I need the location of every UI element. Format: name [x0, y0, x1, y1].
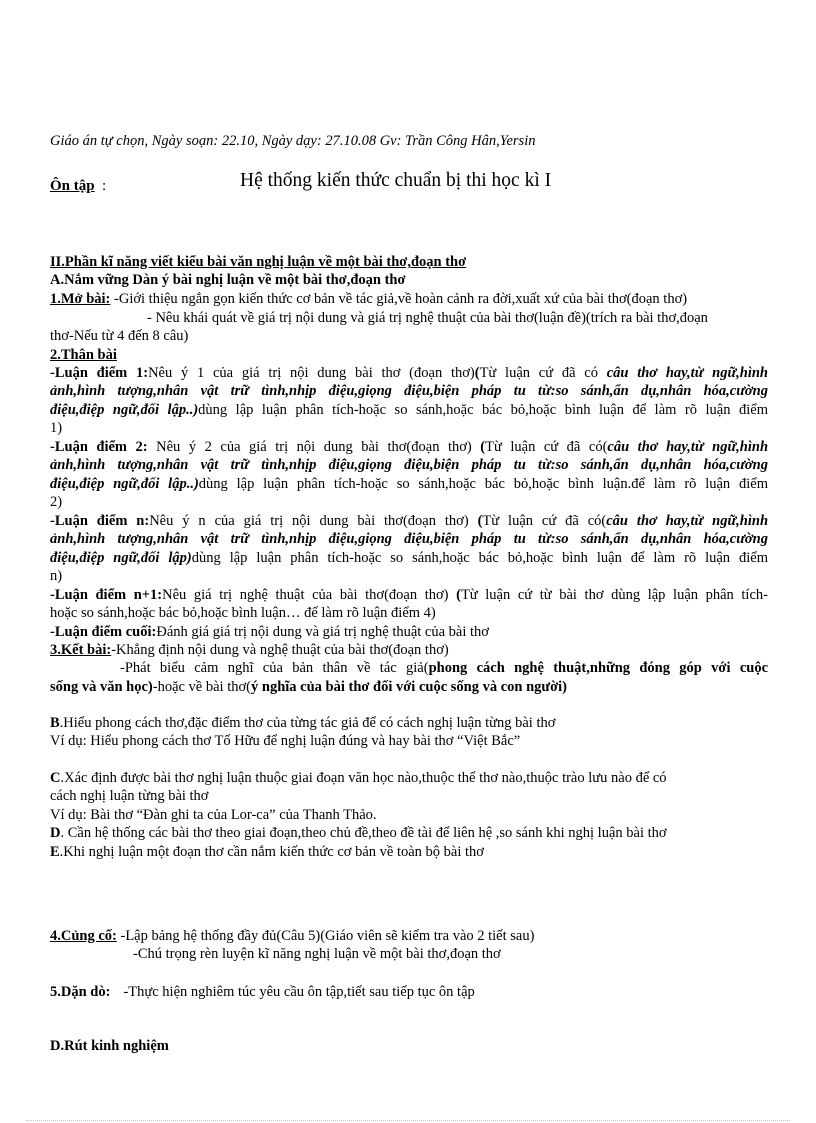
- ket-bai-text-3: -hoặc về bài thơ(: [152, 679, 251, 695]
- part-d-text: . Cần hệ thống các bài thơ theo giai đoạn,theo chủ đề,theo đề tài để liên hệ ,so sánh khi nghị luận bài thơ: [60, 825, 667, 841]
- mo-bai-line-1: [50, 290, 768, 309]
- luan-diem-2-line-4: 2): [50, 494, 63, 510]
- luan-diem-2-line-2: ảnh,hình tượng,nhân vật trữ tình,nhịp điệu,giọng điệu,biện pháp tu từ:so sánh,ẩn dụ,nhân hóa,cường: [50, 457, 768, 473]
- rut-kinh-nghiem: D.Rút kinh nghiệm: [50, 1038, 169, 1054]
- ket-bai-emphasis: ý nghĩa của bài thơ đối với cuộc sống và con người): [251, 679, 567, 695]
- title-colon: :: [102, 178, 107, 194]
- cung-co-text-1: -Lập bảng hệ thống đầy đủ(Câu 5)(Giáo viên sẽ kiểm tra vào 2 tiết sau): [116, 928, 535, 944]
- luan-diem-2-line-1: [50, 438, 768, 457]
- part-b: [50, 714, 768, 733]
- emphasis-text: điệu,điệp ngữ,đối lập..): [50, 402, 199, 418]
- luan-cu-text: Từ luận cứ đã có(: [485, 439, 608, 455]
- cung-co-line-2: -Chú trọng rèn luyện kĩ năng nghị luận về một bài thơ,đoạn thơ: [133, 946, 501, 962]
- emphasis-text: câu thơ hay,từ ngữ,hình: [606, 365, 768, 381]
- emphasis-text: điệu,điệp ngữ,đối lập): [50, 550, 192, 566]
- dan-do-label: 5.Dặn dò:: [50, 984, 111, 1000]
- cung-co-label: 4.Củng cố:: [50, 928, 117, 944]
- lesson-header: Giáo án tự chọn, Ngày soạn: 22.10, Ngày dạy: 27.10.08 Gv: Trần Công Hân,Yersin: [50, 133, 536, 149]
- luan-diem-2-label: -Luận điểm 2:: [50, 439, 148, 455]
- luan-diem-n1-line-2: hoặc so sánh,hoặc bác bỏ,hoặc bình luận… để làm rõ luận điểm 4): [50, 605, 436, 621]
- part-e: [50, 843, 768, 862]
- paren: (: [474, 365, 480, 381]
- mo-bai-line-2: - Nêu khái quát về giá trị nội dung và giá trị nghệ thuật của bài thơ(luận đề)(trích ra bài thơ,đoạn: [147, 310, 708, 326]
- part-c-letter: C: [50, 770, 61, 786]
- emphasis-text: câu thơ hay,từ ngữ,hình: [606, 513, 769, 529]
- part-b-example: Ví dụ: Hiểu phong cách thơ Tố Hữu để nghị luận đúng và hay bài thơ “Việt Bắc”: [50, 733, 521, 749]
- ket-bai-emphasis: phong cách nghệ thuật,những đóng góp với cuộc: [428, 660, 769, 676]
- ket-bai-text-2: -Phát biểu cảm nghĩ của bản thân về tác giả(: [120, 660, 429, 676]
- ket-bai-emphasis: sống và văn học): [50, 679, 153, 695]
- part-b-text: .Hiểu phong cách thơ,đặc điểm thơ của từng tác giả để có cách nghị luận từng bài thơ: [59, 715, 556, 731]
- mo-bai-label: 1.Mở bài:: [50, 291, 111, 307]
- title-label-text: Ôn tập: [50, 178, 95, 194]
- part-b-letter: B: [50, 715, 60, 731]
- title-label: [50, 177, 95, 196]
- mo-bai-line-3: thơ-Nếu từ 4 đến 8 câu): [50, 328, 189, 344]
- emphasis-text: câu thơ hay,từ ngữ,hình: [607, 439, 769, 455]
- part-e-text: .Khi nghị luận một đoạn thơ cần nắm kiến thức cơ bản về toàn bộ bài thơ: [59, 844, 484, 860]
- mo-bai-text-1: -Giới thiệu ngắn gọn kiến thức cơ bản về tác giả,về hoàn cảnh ra đời,xuất xứ của bài thơ(đoạn thơ): [110, 291, 688, 307]
- luan-diem-2-line-3: [50, 475, 768, 494]
- ket-bai-line-3: [50, 678, 768, 697]
- luan-diem-n-label: -Luận điểm n:: [50, 513, 150, 529]
- luan-cu-text: Từ luận cứ đã có(: [482, 513, 607, 529]
- luan-diem-1-text: Nêu ý 1 của giá trị nội dung bài thơ (đoạn thơ): [148, 365, 475, 381]
- luan-cu-text: Từ luận cứ từ bài thơ dùng lập luận phân tích-: [460, 587, 768, 603]
- part-c-example: Ví dụ: Bài thơ “Đàn ghi ta của Lor-ca” của Thanh Thảo.: [50, 807, 377, 823]
- ket-bai-line-1: [50, 641, 768, 660]
- luan-diem-1-line-3: [50, 401, 768, 420]
- part-d: [50, 824, 768, 843]
- lap-luan-text: dùng lập luận phân tích-hoặc so sánh,hoặc bác bỏ,hoặc bình luận để làm rõ luận điểm: [198, 402, 768, 418]
- part-e-letter: E: [50, 844, 60, 860]
- luan-cu-text: Từ luận cứ đã có: [479, 365, 607, 381]
- luan-diem-1-line-4: 1): [50, 420, 63, 436]
- cung-co-line-1: [50, 927, 768, 946]
- luan-diem-n-line-2: ảnh,hình tượng,nhân vật trữ tình,nhịp điệu,giọng điệu,biện pháp tu từ:so sánh,ẩn dụ,nhân hóa,cường: [50, 531, 768, 547]
- lap-luan-text: dùng lập luận phân tích-hoặc so sánh,hoặc bác bỏ,hoặc bình luận để làm rõ luận điểm: [191, 550, 768, 566]
- luan-diem-n1-line-1: [50, 586, 768, 605]
- luan-diem-n-line-3: [50, 549, 768, 568]
- ket-bai-line-2: [120, 659, 768, 678]
- page-title: Hệ thống kiến thức chuẩn bị thi học kì I: [240, 170, 552, 191]
- part-c-line-2: cách nghị luận từng bài thơ: [50, 788, 209, 804]
- subsection-a: A.Nắm vững Dàn ý bài nghị luận về một bài thơ,đoạn thơ: [50, 272, 406, 288]
- ket-bai-label: 3.Kết bài:: [50, 642, 112, 658]
- than-bai-label: 2.Thân bài: [50, 347, 117, 363]
- luan-diem-n-line-4: n): [50, 568, 63, 584]
- luan-diem-cuoi-label: -Luận điểm cuối:: [50, 624, 157, 640]
- luan-diem-2-text: Nêu ý 2 của giá trị nội dung bài thơ(đoạn thơ): [147, 439, 481, 455]
- luan-diem-n1-label: -Luận điểm n+1:: [50, 587, 163, 603]
- luan-diem-n-text: Nêu ý n của giá trị nội dung bài thơ(đoạn thơ): [149, 513, 478, 529]
- luan-diem-1-line-2: ảnh,hình tượng,nhân vật trữ tình,nhịp điệu,giọng điệu,biện pháp tu từ:so sánh,ẩn dụ,nhân hóa,cường: [50, 383, 768, 399]
- luan-diem-1-label: -Luận điểm 1:: [50, 365, 149, 381]
- ket-bai-text-1: -Khẳng định nội dung và nghệ thuật của bài thơ(đoạn thơ): [111, 642, 449, 658]
- luan-diem-cuoi: [50, 623, 768, 642]
- dan-do-text: -Thực hiện nghiêm túc yêu cầu ôn tập,tiết sau tiếp tục ôn tập: [123, 984, 475, 1000]
- luan-diem-cuoi-text: Đánh giá giá trị nội dung và giá trị nghệ thuật của bài thơ: [156, 624, 489, 640]
- paren: (: [480, 439, 486, 455]
- page-bottom-divider: [26, 1120, 790, 1121]
- lap-luan-text: dùng lập luận phân tích-hoặc so sánh,hoặc bác bỏ,hoặc bình luận.để làm rõ luận điểm: [198, 476, 768, 492]
- luan-diem-n1-text: Nêu giá trị nghệ thuật của bài thơ(đoạn thơ): [162, 587, 457, 603]
- part-d-letter: D: [50, 825, 61, 841]
- title-row: [50, 172, 750, 198]
- paren: (: [456, 587, 461, 603]
- dan-do: [50, 983, 768, 1002]
- section-heading: II.Phần kĩ năng viết kiểu bài văn nghị luận về một bài thơ,đoạn thơ: [50, 254, 467, 270]
- part-c: [50, 769, 768, 788]
- emphasis-text: điệu,điệp ngữ,đối lập..): [50, 476, 199, 492]
- part-c-text: .Xác định được bài thơ nghị luận thuộc giai đoạn văn học nào,thuộc thể thơ nào,thuộc trào lưu nào để có: [60, 770, 667, 786]
- luan-diem-1-line-1: [50, 364, 768, 383]
- paren: (: [477, 513, 483, 529]
- luan-diem-n-line-1: [50, 512, 768, 531]
